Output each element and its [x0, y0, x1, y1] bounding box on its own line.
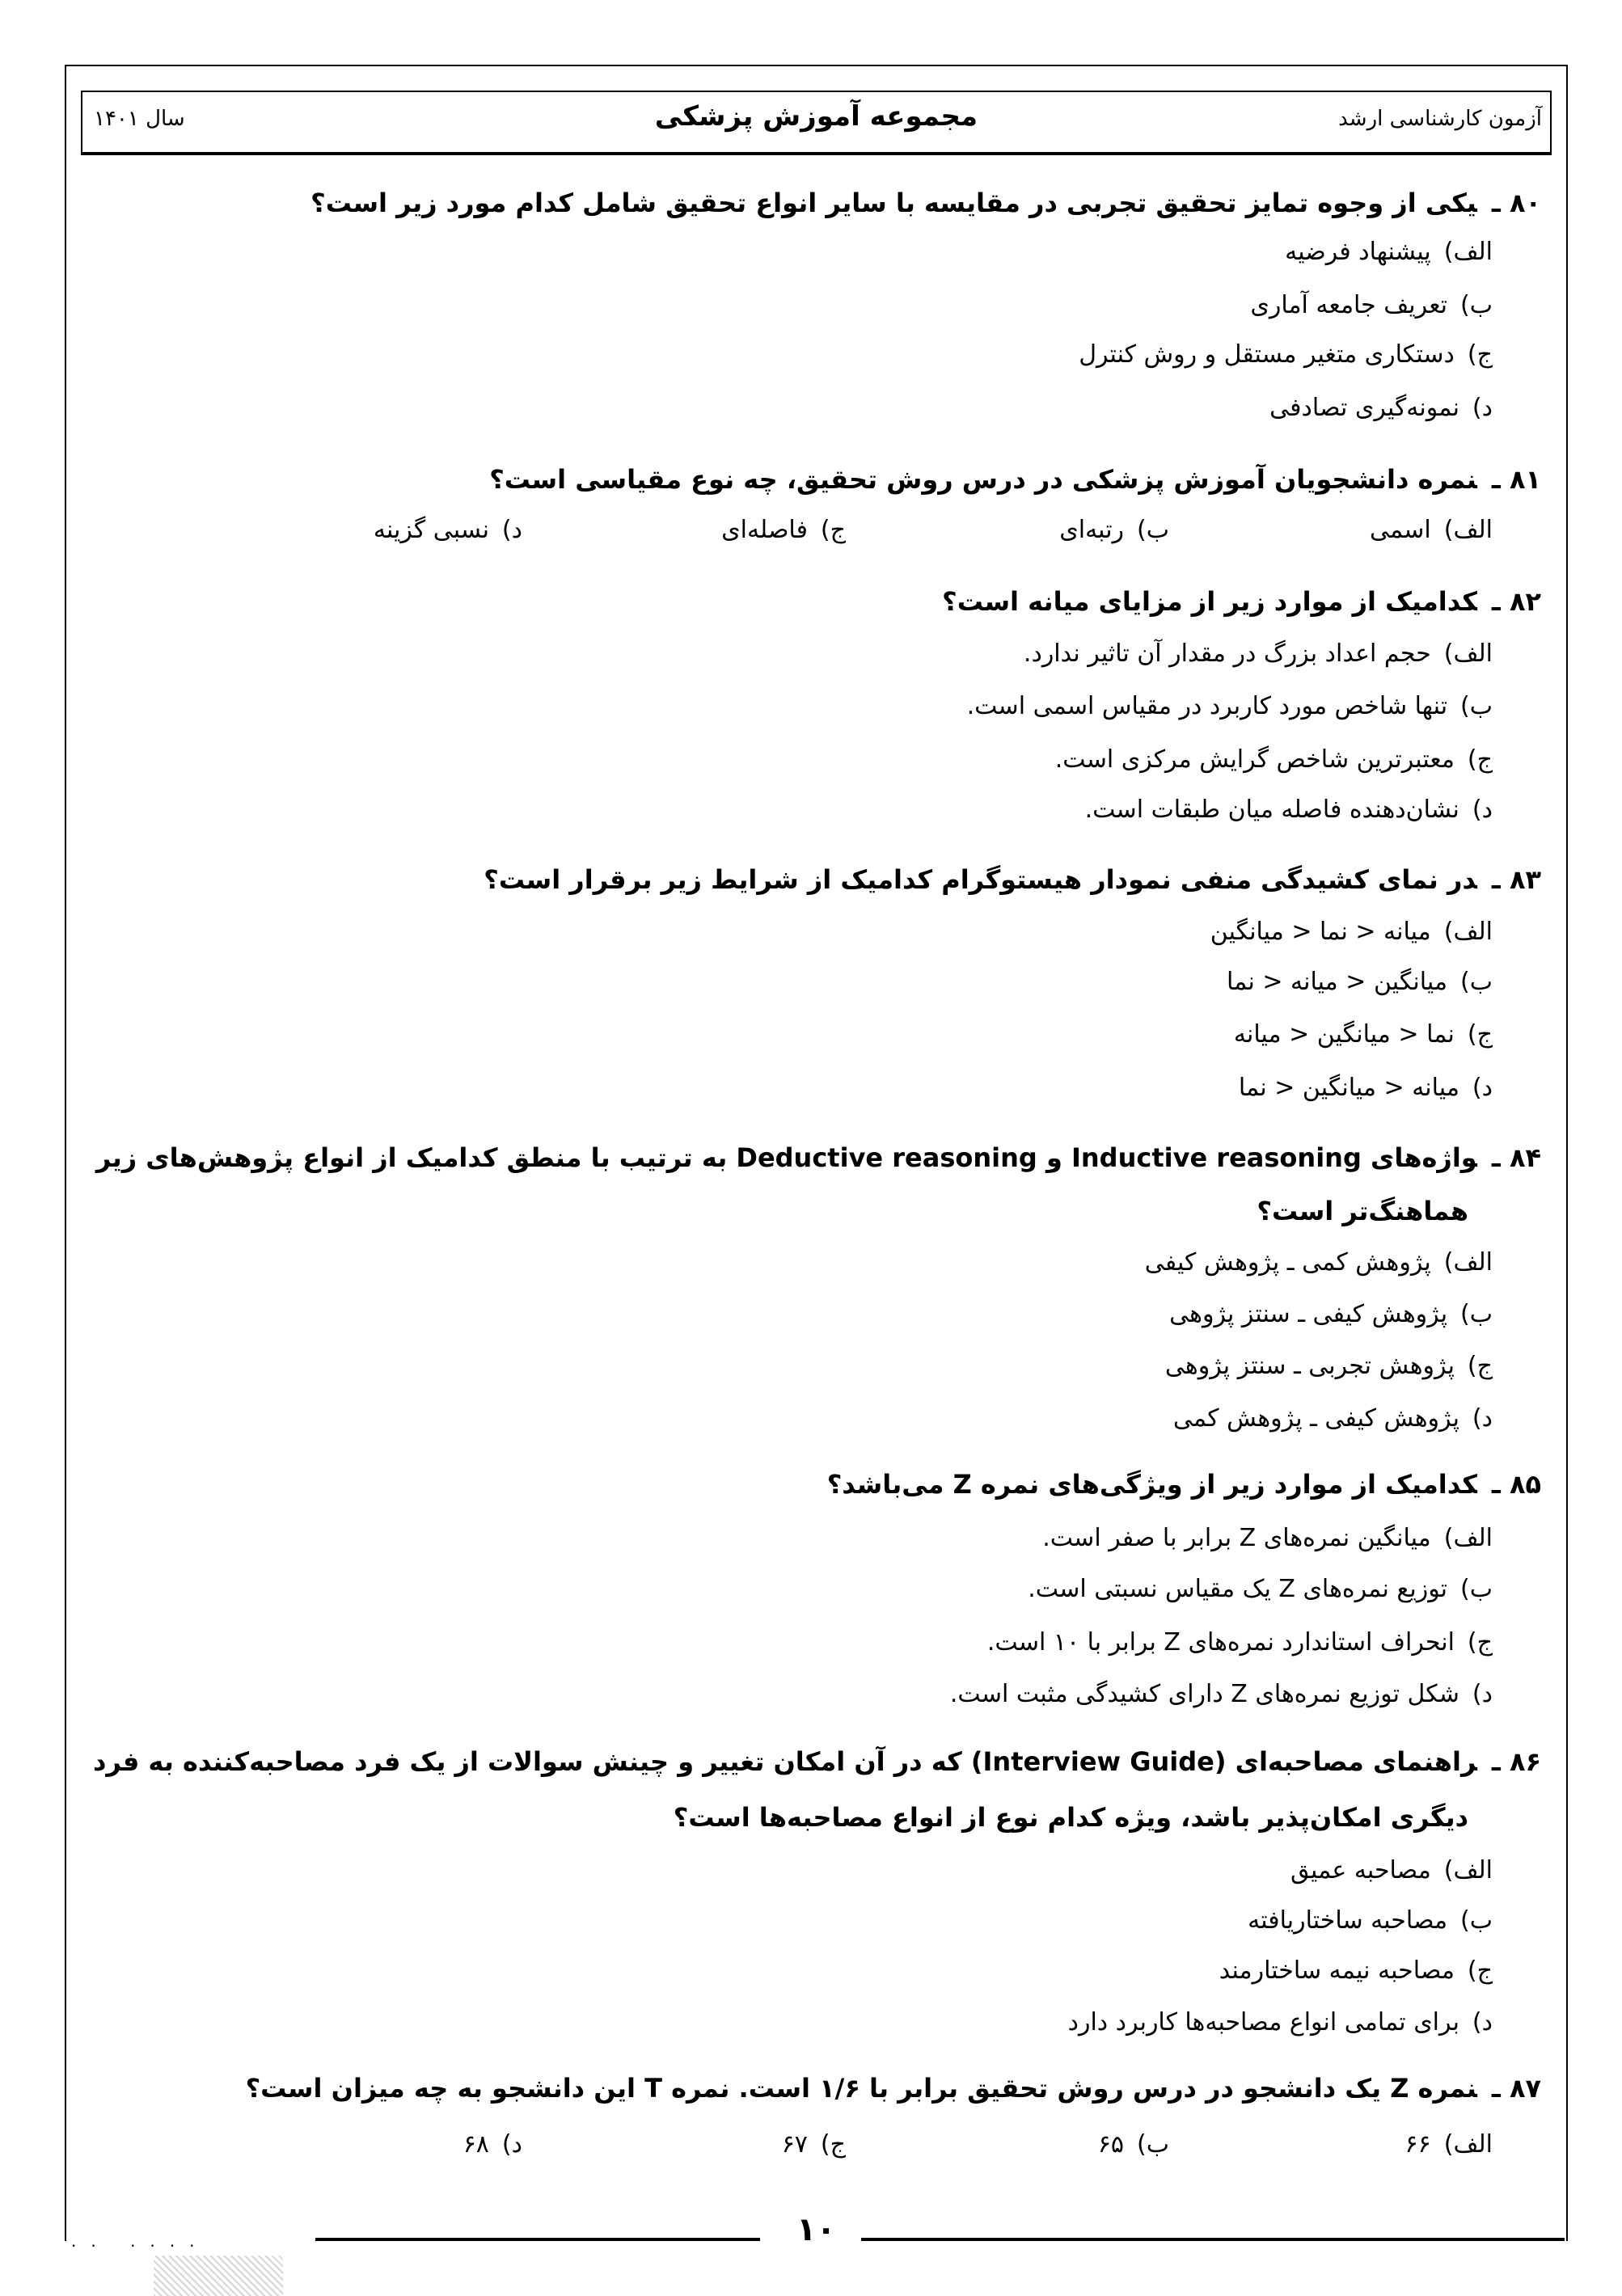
answer-option [1227, 968, 1493, 996]
page-number: ۱۰ [796, 2211, 836, 2248]
option-label: ب) [1460, 1300, 1493, 1328]
answer-option [1145, 1248, 1493, 1277]
question-number: ۸۶ ـ [1491, 1746, 1541, 1777]
question-3 [484, 864, 1541, 895]
answer-option [1169, 516, 1493, 544]
option-label: د) [1472, 1404, 1493, 1433]
option-label: ب) [1460, 968, 1493, 996]
option-text: توزیع نمره‌های Z یک مقیاس نسبتی است. [1028, 1575, 1448, 1603]
answer-option [522, 516, 846, 544]
option-label: الف) [1443, 2130, 1493, 2159]
question-text: راهنمای مصاحبه‌ای (Interview Guide) که در آن امکان تغییر و چینش سوالات از یک فرد مصاحبه‌کننده به فرد [93, 1746, 1477, 1777]
option-label: ب) [1460, 692, 1493, 720]
option-text: دستکاری متغیر مستقل و روش کنترل [1079, 340, 1455, 369]
answer-option [1239, 1074, 1493, 1102]
question-text-continued: هماهنگ‌تر است؟ [1257, 1196, 1468, 1226]
question-6 [93, 1746, 1541, 1777]
question-4 [96, 1142, 1541, 1173]
option-text: فاصله‌ای [721, 516, 808, 544]
option-text: تنها شاخص مورد کاربرد در مقیاس اسمی است. [966, 692, 1448, 720]
option-text: پیشنهاد فرضیه [1285, 238, 1431, 266]
scan-stamp [154, 2256, 283, 2296]
answer-option [987, 1628, 1493, 1657]
option-label: ج) [1467, 1020, 1493, 1049]
option-text: میانگین نمره‌های Z برابر با صفر است. [1042, 1524, 1431, 1552]
option-text: معتبرترین شاخص گرایش مرکزی است. [1054, 745, 1455, 774]
answer-options-row [199, 2130, 1493, 2159]
question-number: ۸۱ ـ [1491, 464, 1541, 495]
question-text: نمره Z یک دانشجو در درس روش تحقیق برابر با ۱/۶ است. نمره T این دانشجو به چه میزان است؟ [245, 2073, 1477, 2104]
answer-options-row [199, 516, 1493, 544]
option-text: انحراف استاندارد نمره‌های Z برابر با ۱۰ است. [986, 1628, 1455, 1657]
answer-option [1234, 1020, 1493, 1049]
answer-option [1250, 291, 1493, 319]
scan-artifact: ·· ···· [71, 2236, 209, 2256]
option-text: پژوهش کمی ـ پژوهش کیفی [1144, 1248, 1431, 1277]
answer-option [1169, 1300, 1493, 1328]
option-text: ۶۶ [1404, 2130, 1431, 2159]
answer-option [1219, 1956, 1493, 1985]
option-label: ب) [1137, 2130, 1169, 2159]
option-text: ۶۵ [1097, 2130, 1125, 2159]
question-text: کدامیک از موارد زیر از ویژگی‌های نمره Z می‌باشد؟ [826, 1469, 1477, 1500]
question-5 [827, 1469, 1541, 1500]
answer-option [1269, 394, 1493, 422]
option-text: پژوهش تجربی ـ سنتز پژوهی [1164, 1352, 1455, 1380]
option-label: ب) [1460, 1575, 1493, 1603]
answer-option [199, 516, 522, 544]
exam-name: آزمون کارشناسی ارشد [1338, 107, 1542, 131]
option-text: مصاحبه ساختاریافته [1248, 1906, 1448, 1935]
question-text: کدامیک از موارد زیر از مزایای میانه است؟ [942, 586, 1477, 617]
page-header [81, 91, 1552, 155]
option-label: د) [1472, 1074, 1493, 1102]
question-text: در نمای کشیدگی منفی نمودار هیستوگرام کدامیک از شرایط زیر برقرار است؟ [484, 864, 1477, 895]
option-text: شکل توزیع نمره‌های Z دارای کشیدگی مثبت است. [949, 1680, 1459, 1708]
answer-option [1068, 2008, 1493, 2036]
answer-option [846, 516, 1169, 544]
option-label: ج) [1467, 745, 1493, 774]
option-text: نشان‌دهنده فاصله میان طبقات است. [1084, 796, 1459, 824]
answer-option [1079, 340, 1493, 369]
option-label: الف) [1443, 1524, 1493, 1552]
question-number: ۸۳ ـ [1491, 864, 1541, 895]
option-label: ج) [1467, 1352, 1493, 1380]
option-text: پژوهش کیفی ـ سنتز پژوهی [1169, 1300, 1448, 1328]
option-text: میانگین < میانه < نما [1227, 968, 1448, 996]
question-7 [246, 2073, 1541, 2104]
question-number: ۸۵ ـ [1491, 1469, 1541, 1500]
option-text: میانه < میانگین < نما [1238, 1074, 1459, 1102]
question-number: ۸۴ ـ [1491, 1142, 1541, 1173]
option-label: الف) [1443, 1856, 1493, 1884]
option-text: مصاحبه عمیق [1290, 1856, 1431, 1884]
option-label: د) [1472, 1680, 1493, 1708]
option-label: ج) [820, 516, 846, 544]
question-1 [489, 464, 1541, 495]
answer-option [1028, 1575, 1493, 1603]
question-text: واژه‌های Inductive reasoning و Deductive reasoning به ترتیب با منطق کدامیک از انواع پژوهش‌های زیر [95, 1142, 1477, 1173]
option-text: میانه < نما < میانگین [1210, 918, 1431, 946]
option-text: اسمی [1369, 516, 1431, 544]
option-label: ج) [1467, 1628, 1493, 1657]
option-label: الف) [1443, 918, 1493, 946]
question-text: نمره دانشجویان آموزش پزشکی در درس روش تحقیق، چه نوع مقیاسی است؟ [489, 464, 1477, 495]
option-label: ج) [1467, 340, 1493, 369]
option-text: ۶۷ [781, 2130, 808, 2159]
option-label: ب) [1137, 516, 1169, 544]
answer-option [950, 1680, 1493, 1708]
answer-option [1055, 745, 1493, 774]
option-label: ب) [1460, 1906, 1493, 1935]
question-number: ۸۲ ـ [1491, 586, 1541, 617]
answer-option [522, 2130, 846, 2159]
option-label: د) [501, 516, 522, 544]
option-label: د) [1472, 2008, 1493, 2036]
option-text: رتبه‌ای [1059, 516, 1125, 544]
option-text: تعریف جامعه آماری [1250, 291, 1448, 319]
question-number: ۸۰ ـ [1491, 188, 1541, 218]
option-label: الف) [1443, 639, 1493, 668]
footer-divider [861, 2238, 1565, 2241]
page-title: مجموعه آموزش پزشکی [654, 100, 978, 133]
option-label: الف) [1443, 1248, 1493, 1277]
answer-option [1085, 796, 1493, 824]
question-0 [310, 188, 1541, 218]
answer-option [1290, 1856, 1493, 1884]
exam-year: سال ۱۴۰۱ [94, 107, 185, 131]
question-number: ۸۷ ـ [1491, 2073, 1541, 2104]
option-text: نما < میانگین < میانه [1233, 1020, 1455, 1049]
option-text: پژوهش کیفی ـ پژوهش کمی [1172, 1404, 1459, 1433]
answer-option [1165, 1352, 1493, 1380]
option-label: د) [501, 2130, 522, 2159]
answer-option [967, 692, 1493, 720]
option-text: حجم اعداد بزرگ در مقدار آن تاثیر ندارد. [1023, 639, 1431, 668]
answer-option [1173, 1404, 1493, 1433]
option-label: ج) [1467, 1956, 1493, 1985]
answer-option [846, 2130, 1169, 2159]
option-text: نمونه‌گیری تصادفی [1269, 394, 1459, 422]
answer-option [1210, 918, 1493, 946]
option-text: مصاحبه نیمه ساختارمند [1219, 1956, 1455, 1985]
option-text: ۶۸ [463, 2130, 489, 2159]
answer-option [1042, 1524, 1493, 1552]
footer-divider [315, 2238, 760, 2241]
answer-option [1024, 639, 1493, 668]
question-2 [942, 586, 1541, 617]
question-text: یکی از وجوه تمایز تحقیق تجربی در مقایسه با سایر انواع تحقیق شامل کدام مورد زیر است؟ [310, 188, 1477, 218]
option-label: د) [1472, 394, 1493, 422]
option-text: برای تمامی انواع مصاحبه‌ها کاربرد دارد [1067, 2008, 1459, 2036]
answer-option [1248, 1906, 1493, 1935]
answer-option [199, 2130, 522, 2159]
option-text: نسبی گزینه [373, 516, 489, 544]
option-label: ج) [820, 2130, 846, 2159]
question-text-continued: دیگری امکان‌پذیر باشد، ویژه کدام نوع از انواع مصاحبه‌ها است؟ [673, 1802, 1468, 1833]
answer-option [1169, 2130, 1493, 2159]
answer-option [1285, 238, 1493, 266]
option-label: د) [1472, 796, 1493, 824]
option-label: الف) [1443, 516, 1493, 544]
option-label: ب) [1460, 291, 1493, 319]
option-label: الف) [1443, 238, 1493, 266]
